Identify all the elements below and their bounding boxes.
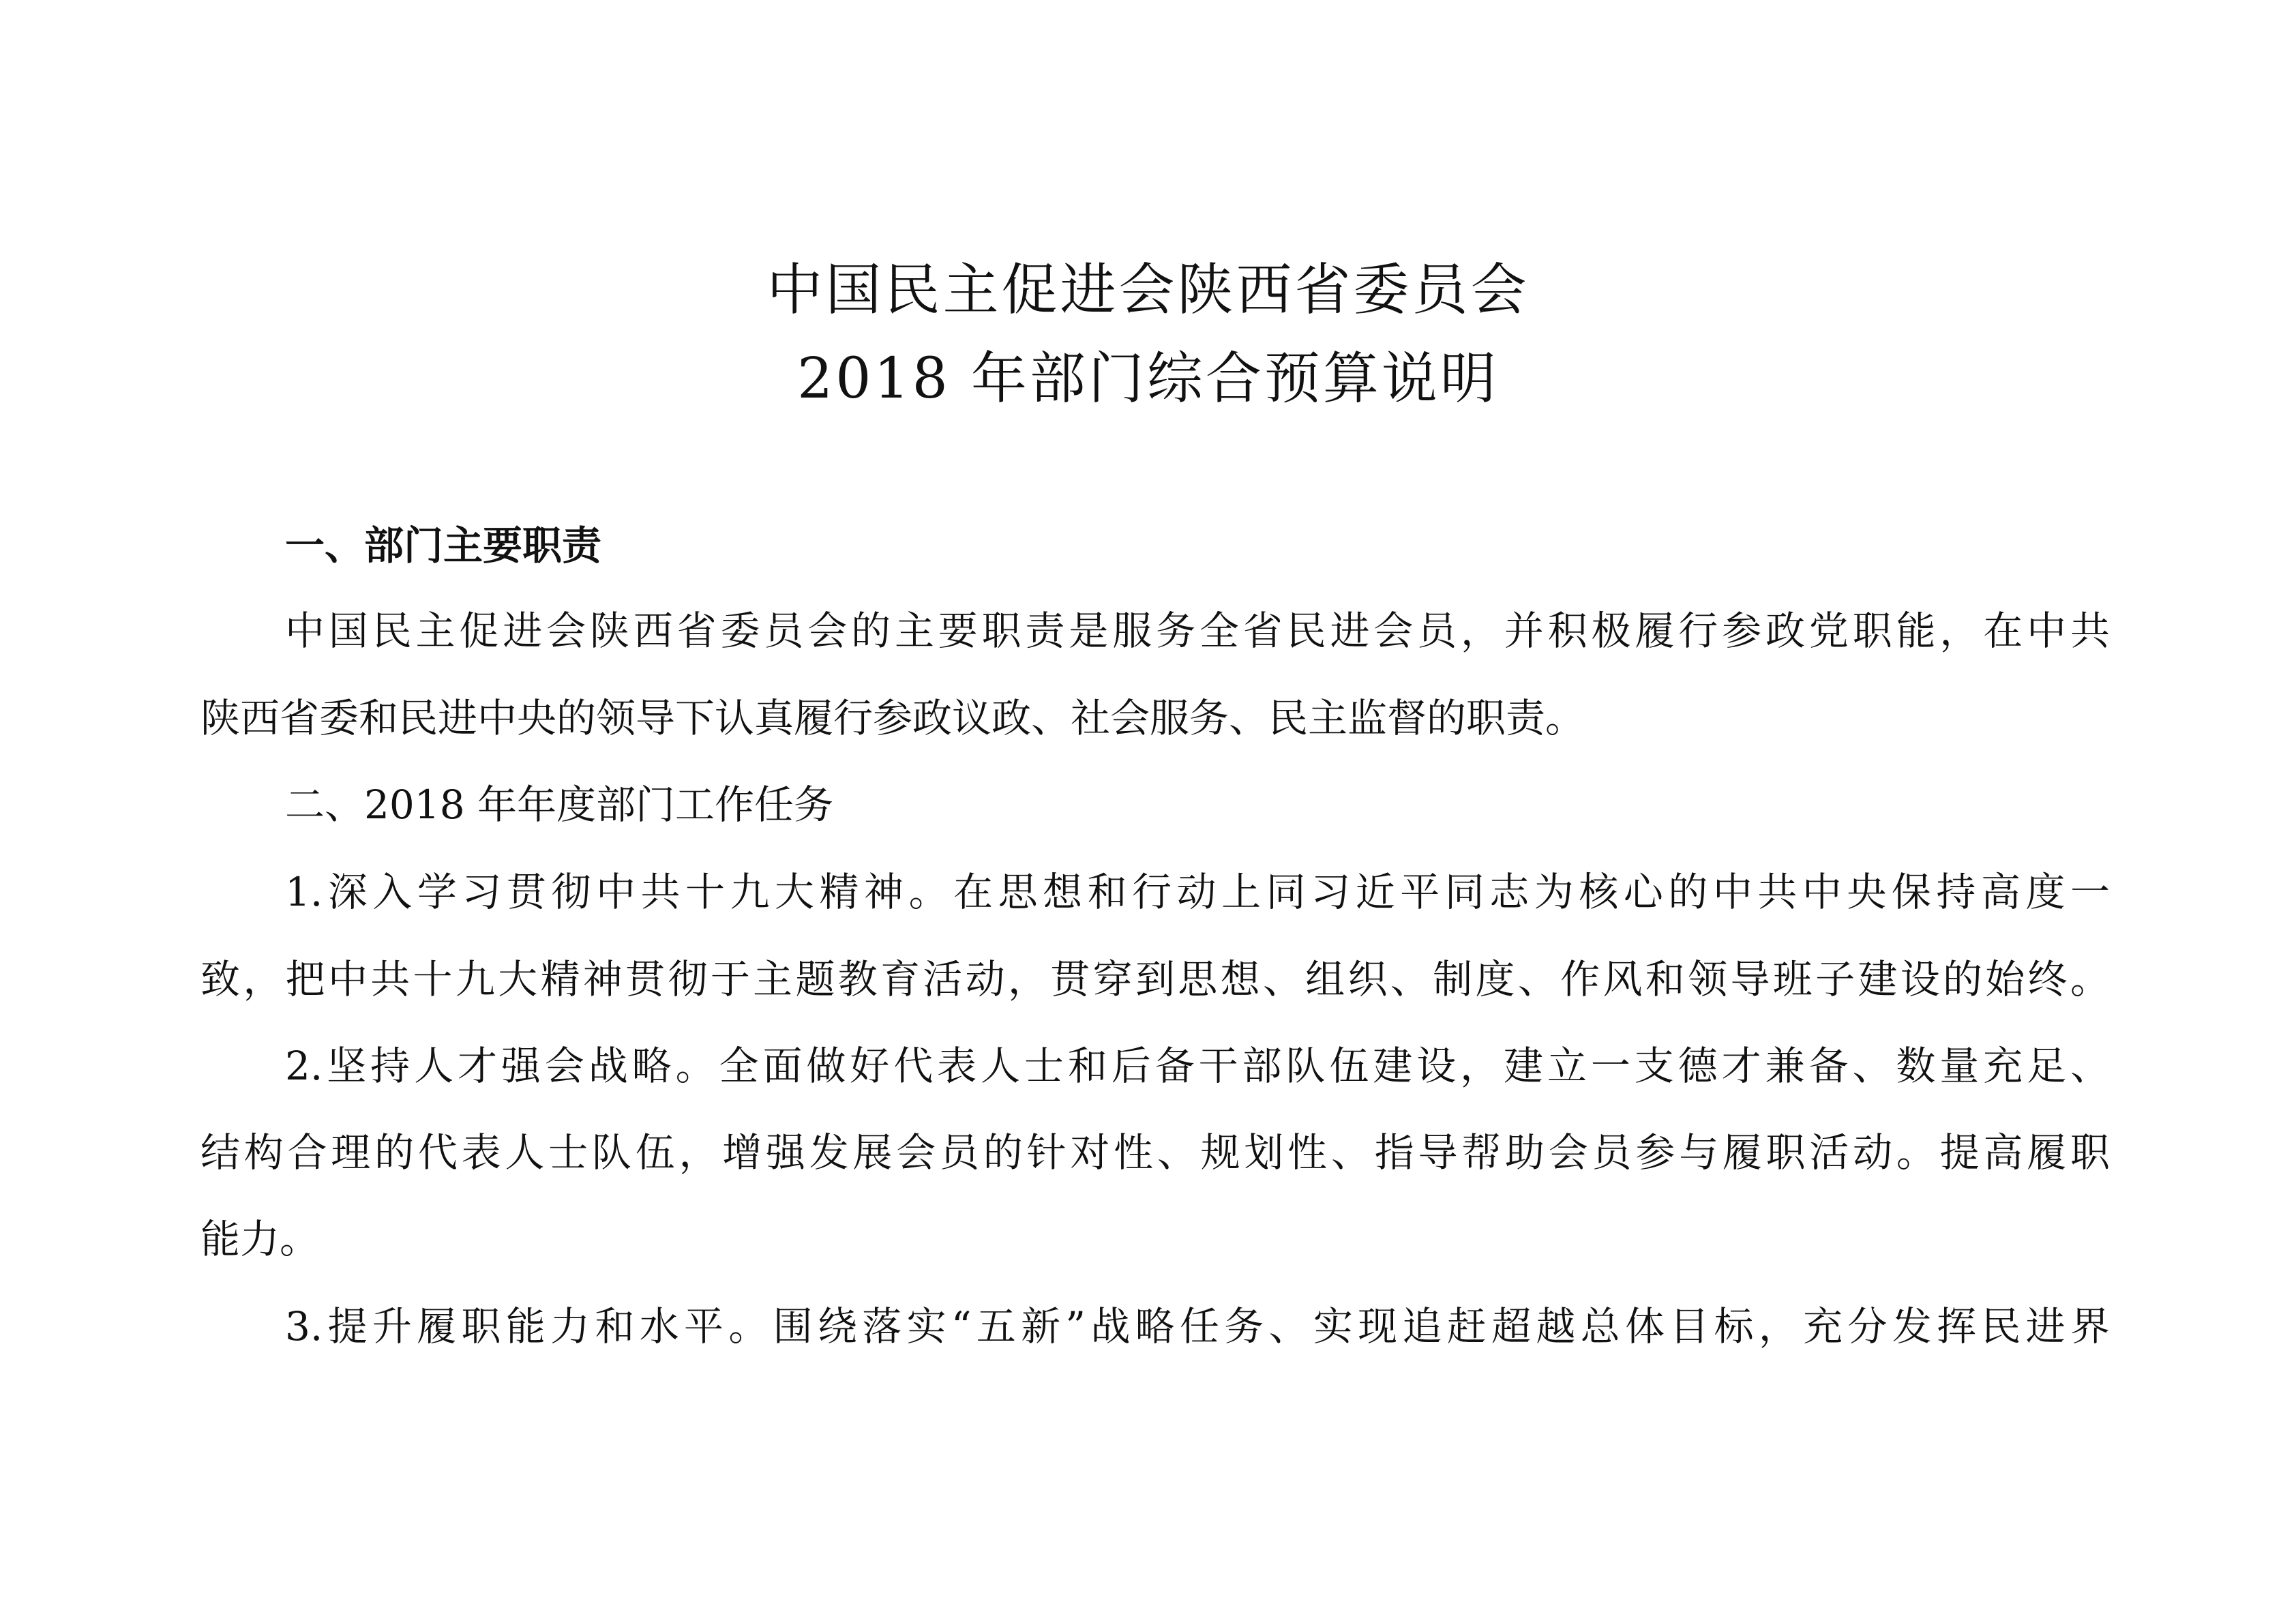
section-2-heading: 二、2018 年年度部门工作任务: [285, 781, 834, 828]
section-1-heading: 一、部门主要职责: [285, 522, 602, 569]
item-2-line-2: 结构合理的代表人士队伍，增强发展会员的针对性、规划性、指导帮助会员参与履职活动。提高履职: [200, 1129, 2110, 1176]
item-1-line-2: 致，把中共十九大精神贯彻于主题教育活动，贯穿到思想、组织、制度、作风和领导班子建设的始终。: [200, 956, 2110, 1002]
document-title-line-2: 2018 年部门综合预算说明: [797, 346, 1499, 411]
document-title-line-1: 中国民主促进会陕西省委员会: [766, 258, 1530, 323]
item-3-line-1: 3.提升履职能力和水平。围绕落实“五新”战略任务、实现追赶超越总体目标，充分发挥民进界: [285, 1303, 2110, 1350]
item-1-line-1: 1.深入学习贯彻中共十九大精神。在思想和行动上同习近平同志为核心的中共中央保持高度一: [285, 869, 2110, 915]
section-1-paragraph-line-1: 中国民主促进会陕西省委员会的主要职责是服务全省民进会员，并积极履行参政党职能，在中共: [285, 608, 2110, 654]
item-2-line-1: 2.坚持人才强会战略。全面做好代表人士和后备干部队伍建设，建立一支德才兼备、数量充足、: [285, 1043, 2110, 1089]
item-2-line-3: 能力。: [200, 1216, 320, 1262]
section-1-paragraph-line-2: 陕西省委和民进中央的领导下认真履行参政议政、社会服务、民主监督的职责。: [200, 695, 1585, 741]
